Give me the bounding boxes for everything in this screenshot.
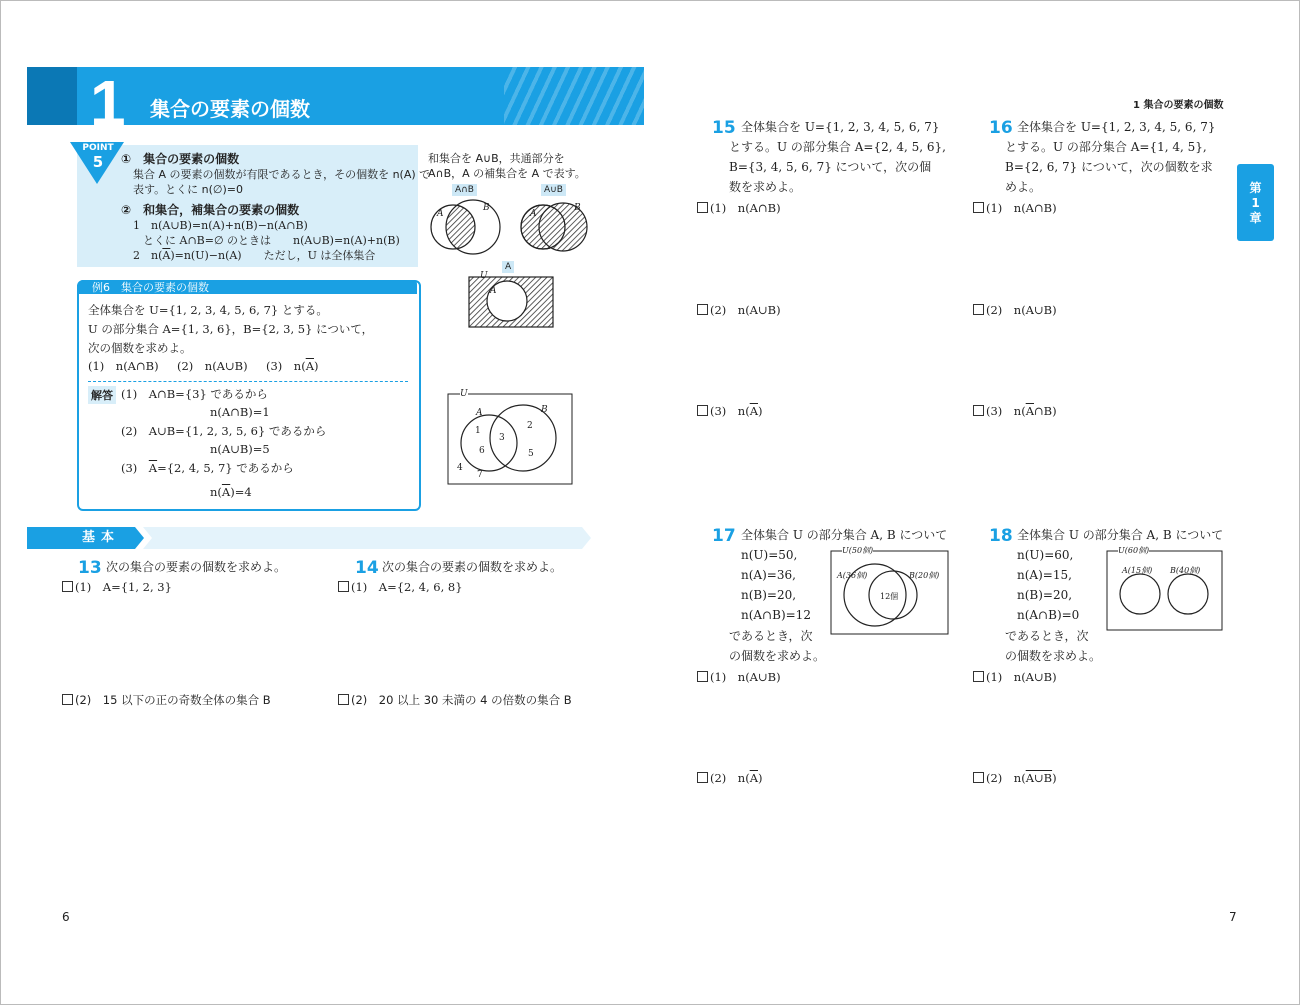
q17-1[interactable]: (1) n(A∪B) <box>697 667 781 687</box>
checkbox[interactable] <box>62 694 73 705</box>
answer-2: (2) A∪B={1, 2, 3, 5, 6} であるから <box>121 424 327 438</box>
example-q3: (3) $n(\overline{A})$ <box>266 359 319 373</box>
q17-line-1: 全体集合 U の部分集合 A, B について <box>741 528 948 542</box>
q18-c4: n(A∩B)=0 <box>1017 608 1080 622</box>
q16-3[interactable]: (3) $n(\overline{A}\cap B)$ <box>973 401 1057 421</box>
point-line-1: 集合 A の要素の個数が有限であるとき，その個数を n(A) で <box>133 168 431 181</box>
q14-number: 14 <box>355 558 379 578</box>
label-a-3: A <box>490 286 497 296</box>
label-a-1: A <box>437 209 444 219</box>
answer-1: (1) A∩B={3} であるから <box>121 387 268 401</box>
tag-complement: A <box>502 261 514 273</box>
venn-n7: 7 <box>477 470 483 480</box>
q16-2[interactable]: (2) n(A∪B) <box>973 300 1057 320</box>
example-q2: (2) n(A∪B) <box>177 359 248 373</box>
page-number-left: 6 <box>62 910 70 924</box>
q18-venn-a: A(15個) <box>1122 566 1153 575</box>
venn-n5: 5 <box>528 449 534 459</box>
q15-line-4: 数を求めよ。 <box>729 180 802 194</box>
section-number: 1 <box>90 67 126 139</box>
point-heading-1: ① 集合の要素の個数 <box>121 152 240 166</box>
kihon-banner: 基本 <box>27 527 127 549</box>
example-line-2: U の部分集合 A={1, 3, 6}，B={2, 3, 5} について， <box>88 322 374 336</box>
q16-line-4: めよ。 <box>1005 180 1042 194</box>
point-heading-2: ② 和集合，補集合の要素の個数 <box>121 203 300 217</box>
q15-line-1: 全体集合を U={1, 2, 3, 4, 5, 6, 7} <box>741 120 940 134</box>
venn-b-label: B <box>541 405 548 415</box>
q17-c1: n(U)=50, <box>741 548 798 562</box>
q16-1[interactable]: (1) n(A∩B) <box>973 198 1057 218</box>
venn-a-label: A <box>476 408 483 418</box>
point-number: 5 <box>92 153 104 171</box>
checkbox[interactable] <box>338 581 349 592</box>
side-note-1: 和集合を A∪B，共通部分を <box>428 152 565 165</box>
checkbox[interactable] <box>697 671 708 682</box>
label-b-1: B <box>483 203 490 213</box>
example-divider <box>88 381 408 382</box>
q17-c6: の個数を求めよ。 <box>729 649 826 663</box>
point-line-5: 2 $n(\overline{A})=n(U)-n(A)$ ただし，U は全体集合 <box>133 249 376 262</box>
q18-venn-u: U(60個) <box>1118 546 1150 555</box>
checkbox[interactable] <box>973 671 984 682</box>
q18-line-1: 全体集合 U の部分集合 A, B について <box>1017 528 1224 542</box>
running-head: 1 集合の要素の個数 <box>1133 100 1224 111</box>
venn-n4: 4 <box>457 463 463 473</box>
q17-2[interactable]: (2) $n(\overline{A})$ <box>697 768 763 788</box>
checkbox[interactable] <box>973 772 984 783</box>
label-b-2: B <box>574 203 581 213</box>
q16-line-3: B={2, 6, 7} について，次の個数を求 <box>1005 160 1213 174</box>
q17-c4: n(A∩B)=12 <box>741 608 811 622</box>
point-line-2: 表す。とくに n(∅)=0 <box>133 183 243 196</box>
q18-c6: の個数を求めよ。 <box>1005 649 1102 663</box>
q14-2[interactable]: (2) 20 以上 30 未満の 4 の倍数の集合 B <box>338 690 572 710</box>
point-line-4: とくに A∩B=∅ のときは n(A∪B)=n(A)+n(B) <box>143 234 400 247</box>
side-note-2: A∩B，A の補集合を A で表す。 <box>428 167 586 180</box>
kihon-arrow-bar <box>127 526 592 550</box>
q18-venn-diagram <box>1106 550 1224 632</box>
page-number-right: 7 <box>1229 910 1237 924</box>
answer-3: (3) $\overline{A}=\{2$, 4, 5, 7} であるから <box>121 461 294 475</box>
chapter-tab: 第 1 章 <box>1237 164 1274 241</box>
q18-venn-b: B(40個) <box>1170 566 1201 575</box>
q13-text: 次の集合の要素の個数を求めよ。 <box>106 560 287 574</box>
q18-2[interactable]: (2) n(A∪B) <box>973 768 1057 788</box>
checkbox[interactable] <box>697 304 708 315</box>
venn-n1: 1 <box>475 426 481 436</box>
q13-1[interactable]: (1) A={1, 2, 3} <box>62 577 172 597</box>
point-line-3: 1 n(A∪B)=n(A)+n(B)−n(A∩B) <box>133 219 308 232</box>
q13-number: 13 <box>78 558 102 578</box>
q15-line-2: とする。U の部分集合 A={2, 4, 5, 6}, <box>729 140 946 154</box>
answer-1-result: n(A∩B)=1 <box>210 405 270 419</box>
q15-3[interactable]: (3) $n(\overline{A})$ <box>697 401 763 421</box>
example-venn-diagram <box>447 393 575 487</box>
venn-n6: 6 <box>479 446 485 456</box>
q15-2[interactable]: (2) n(A∪B) <box>697 300 781 320</box>
checkbox[interactable] <box>973 405 984 416</box>
q15-line-3: B={3, 4, 5, 6, 7} について，次の個 <box>729 160 932 174</box>
checkbox[interactable] <box>973 304 984 315</box>
example-q1: (1) n(A∩B) <box>88 359 159 373</box>
q18-1[interactable]: (1) n(A∪B) <box>973 667 1057 687</box>
q16-line-1: 全体集合を U={1, 2, 3, 4, 5, 6, 7} <box>1017 120 1216 134</box>
q16-number: 16 <box>989 118 1013 138</box>
q14-1[interactable]: (1) A={2, 4, 6, 8} <box>338 577 463 597</box>
q17-c2: n(A)=36, <box>741 568 796 582</box>
checkbox[interactable] <box>973 202 984 213</box>
answer-3-result: $n(\overline{A})=4$ <box>210 485 252 499</box>
q18-c2: n(A)=15, <box>1017 568 1072 582</box>
q17-c3: n(B)=20, <box>741 588 797 602</box>
answer-label: 解答 <box>88 386 116 404</box>
q17-venn-center: 12個 <box>880 592 899 601</box>
q17-number: 17 <box>712 526 736 546</box>
venn-n3: 3 <box>499 433 505 443</box>
q17-venn-b: B(20個) <box>909 571 940 580</box>
venn-n2: 2 <box>527 421 533 431</box>
tag-union: A∪B <box>541 184 566 196</box>
q15-number: 15 <box>712 118 736 138</box>
q18-c3: n(B)=20, <box>1017 588 1073 602</box>
venn-concept-diagrams <box>425 195 605 335</box>
q18-number: 18 <box>989 526 1013 546</box>
q15-1[interactable]: (1) n(A∩B) <box>697 198 781 218</box>
checkbox[interactable] <box>697 405 708 416</box>
venn-u-label: U <box>460 389 468 399</box>
q17-c5: であるとき，次 <box>729 629 813 643</box>
q17-venn-u: U(50個) <box>842 546 874 555</box>
q18-c5: であるとき，次 <box>1005 629 1089 643</box>
tag-intersection: A∩B <box>452 184 477 196</box>
q13-2[interactable]: (2) 15 以下の正の奇数全体の集合 B <box>62 690 271 710</box>
checkbox[interactable] <box>697 202 708 213</box>
checkbox[interactable] <box>338 694 349 705</box>
label-u-1: U <box>480 271 488 281</box>
example-line-3: 次の個数を求めよ。 <box>88 341 192 355</box>
q14-text: 次の集合の要素の個数を求めよ。 <box>382 560 563 574</box>
example-line-1: 全体集合を U={1, 2, 3, 4, 5, 6, 7} とする。 <box>88 303 328 317</box>
label-a-2: A <box>530 209 537 219</box>
q16-line-2: とする。U の部分集合 A={1, 4, 5}, <box>1005 140 1207 154</box>
q17-venn-a: A(36個) <box>837 571 868 580</box>
example-title: 例6 集合の要素の個数 <box>92 281 209 294</box>
checkbox[interactable] <box>697 772 708 783</box>
answer-2-result: n(A∪B)=5 <box>210 442 270 456</box>
q18-c1: n(U)=60, <box>1017 548 1074 562</box>
point-label: POINT <box>82 143 114 153</box>
checkbox[interactable] <box>62 581 73 592</box>
section-title: 集合の要素の個数 <box>150 97 310 121</box>
